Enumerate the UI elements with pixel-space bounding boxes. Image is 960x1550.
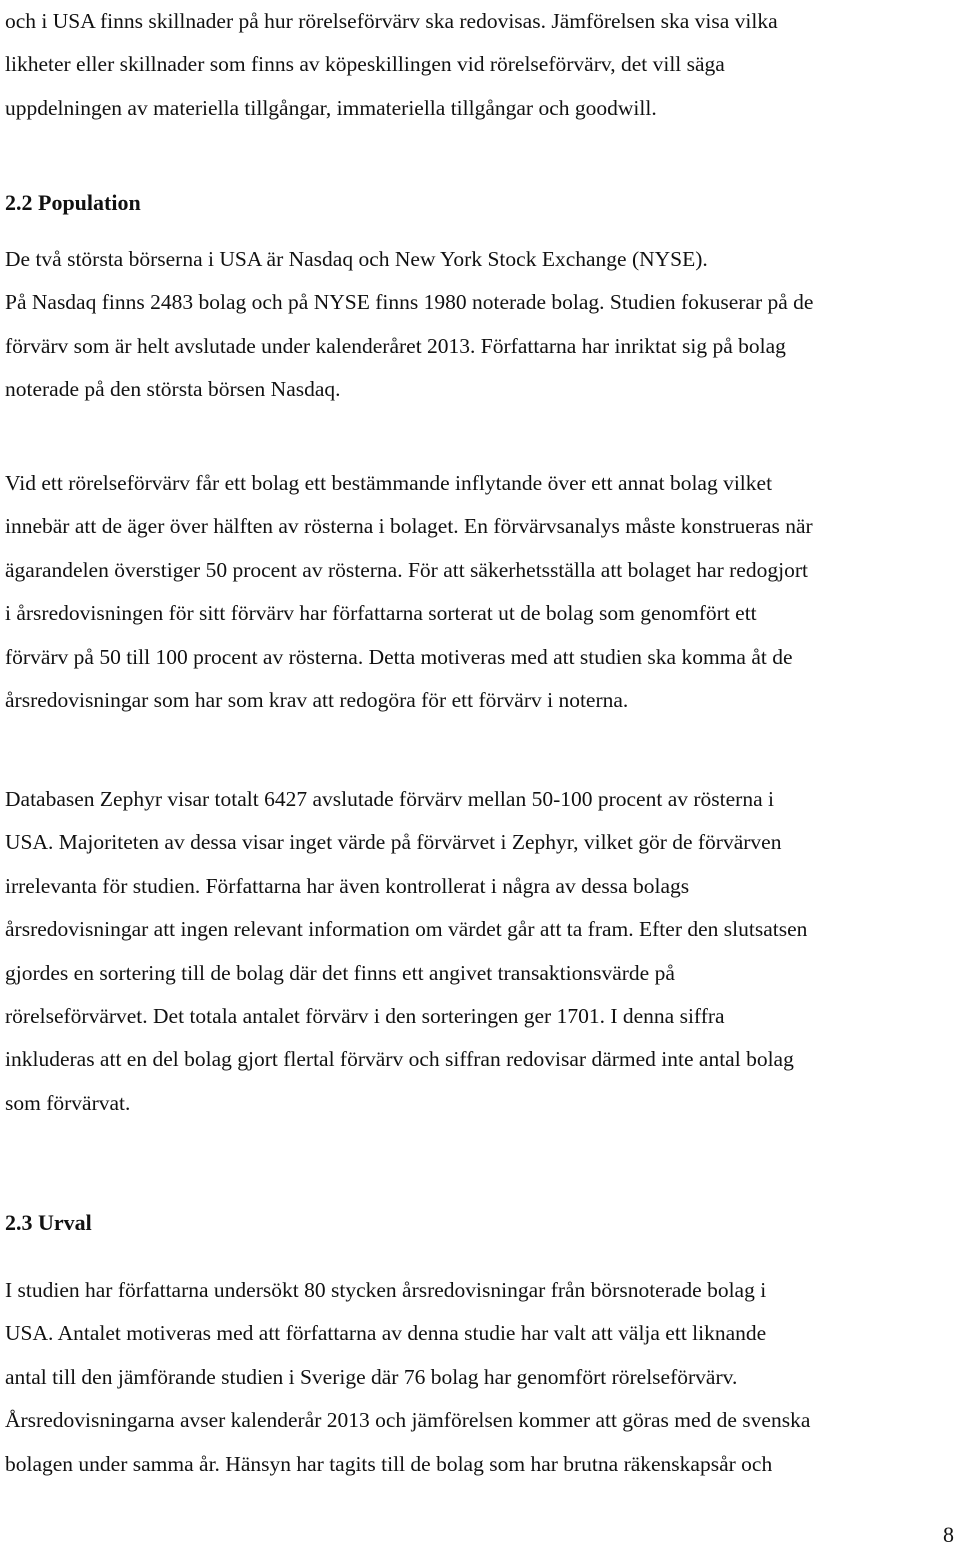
text-line: förvärv på 50 till 100 procent av rösterna. Detta motiveras med att studien ska komma åt de bbox=[5, 644, 793, 669]
page-number: 8 bbox=[943, 1522, 954, 1547]
section-heading-urval: 2.3 Urval bbox=[5, 1210, 92, 1235]
text-line: Årsredovisningarna avser kalenderår 2013 och jämförelsen kommer att göras med de svenska bbox=[5, 1408, 811, 1433]
text-line: årsredovisningar som har som krav att redogöra för ett förvärv i noterna. bbox=[5, 687, 629, 712]
population-paragraph-2 bbox=[5, 462, 955, 722]
text-line: Vid ett rörelseförvärv får ett bolag ett bestämmande inflytande över ett annat bolag vilket bbox=[5, 471, 773, 495]
text-line: irrelevanta för studien. Författarna har även kontrollerat i några av dessa bolags bbox=[5, 873, 690, 898]
text-line: antal till den jämförande studien i Sverige där 76 bolag har genomfört rörelseförvärv. bbox=[5, 1364, 738, 1389]
text-line: förvärv som är helt avslutade under kalenderåret 2013. Författarna har inriktat sig på bolag bbox=[5, 333, 786, 358]
intro-paragraph bbox=[5, 0, 955, 130]
population-paragraph-1 bbox=[5, 238, 955, 412]
text-line: USA. Majoriteten av dessa visar inget värde på förvärvet i Zephyr, vilket gör de förvärven bbox=[5, 830, 782, 855]
text-line: som förvärvat. bbox=[5, 1090, 131, 1115]
text-line: USA. Antalet motiveras med att författarna av denna studie har valt att välja ett liknande bbox=[5, 1321, 767, 1346]
text-line: innebär att de äger över hälften av rösterna i bolaget. En förvärvsanalys måste konstrueras när bbox=[5, 514, 813, 539]
text-line: På Nasdaq finns 2483 bolag och på NYSE finns 1980 noterade bolag. Studien fokuserar på de bbox=[5, 290, 814, 315]
text-line: noterade på den största börsen Nasdaq. bbox=[5, 377, 341, 402]
text-line: årsredovisningar att ingen relevant information om värdet går att ta fram. Efter den slutsatsen bbox=[5, 917, 808, 942]
population-paragraph-3 bbox=[5, 778, 955, 1125]
urval-paragraph-1 bbox=[5, 1269, 955, 1486]
text-line: inkluderas att en del bolag gjort flertal förvärv och siffran redovisar därmed inte antal bolag bbox=[5, 1047, 794, 1072]
text-line: och i USA finns skillnader på hur rörelseförvärv ska redovisas. Jämförelsen ska visa vilka bbox=[5, 9, 778, 33]
text-line: I studien har författarna undersökt 80 stycken årsredovisningar från börsnoterade bolag i bbox=[5, 1278, 767, 1302]
text-line: likheter eller skillnader som finns av köpeskillingen vid rörelseförvärv, det vill säga bbox=[5, 52, 725, 77]
text-line: ägarandelen överstiger 50 procent av rösterna. För att säkerhetsställa att bolaget har redogjort bbox=[5, 557, 808, 582]
text-line: De två största börserna i USA är Nasdaq och New York Stock Exchange (NYSE). bbox=[5, 247, 708, 271]
text-line: Databasen Zephyr visar totalt 6427 avslutade förvärv mellan 50-100 procent av rösterna i bbox=[5, 787, 774, 811]
text-line: uppdelningen av materiella tillgångar, immateriella tillgångar och goodwill. bbox=[5, 95, 657, 120]
text-line: bolagen under samma år. Hänsyn har tagits till de bolag som har brutna räkenskapsår och bbox=[5, 1451, 773, 1476]
text-line: gjordes en sortering till de bolag där det finns ett angivet transaktionsvärde på bbox=[5, 960, 675, 985]
section-heading-population: 2.2 Population bbox=[5, 190, 141, 215]
text-line: i årsredovisningen för sitt förvärv har författarna sorterat ut de bolag som genomfört ett bbox=[5, 601, 757, 626]
text-line: rörelseförvärvet. Det totala antalet förvärv i den sorteringen ger 1701. I denna siffra bbox=[5, 1003, 725, 1028]
